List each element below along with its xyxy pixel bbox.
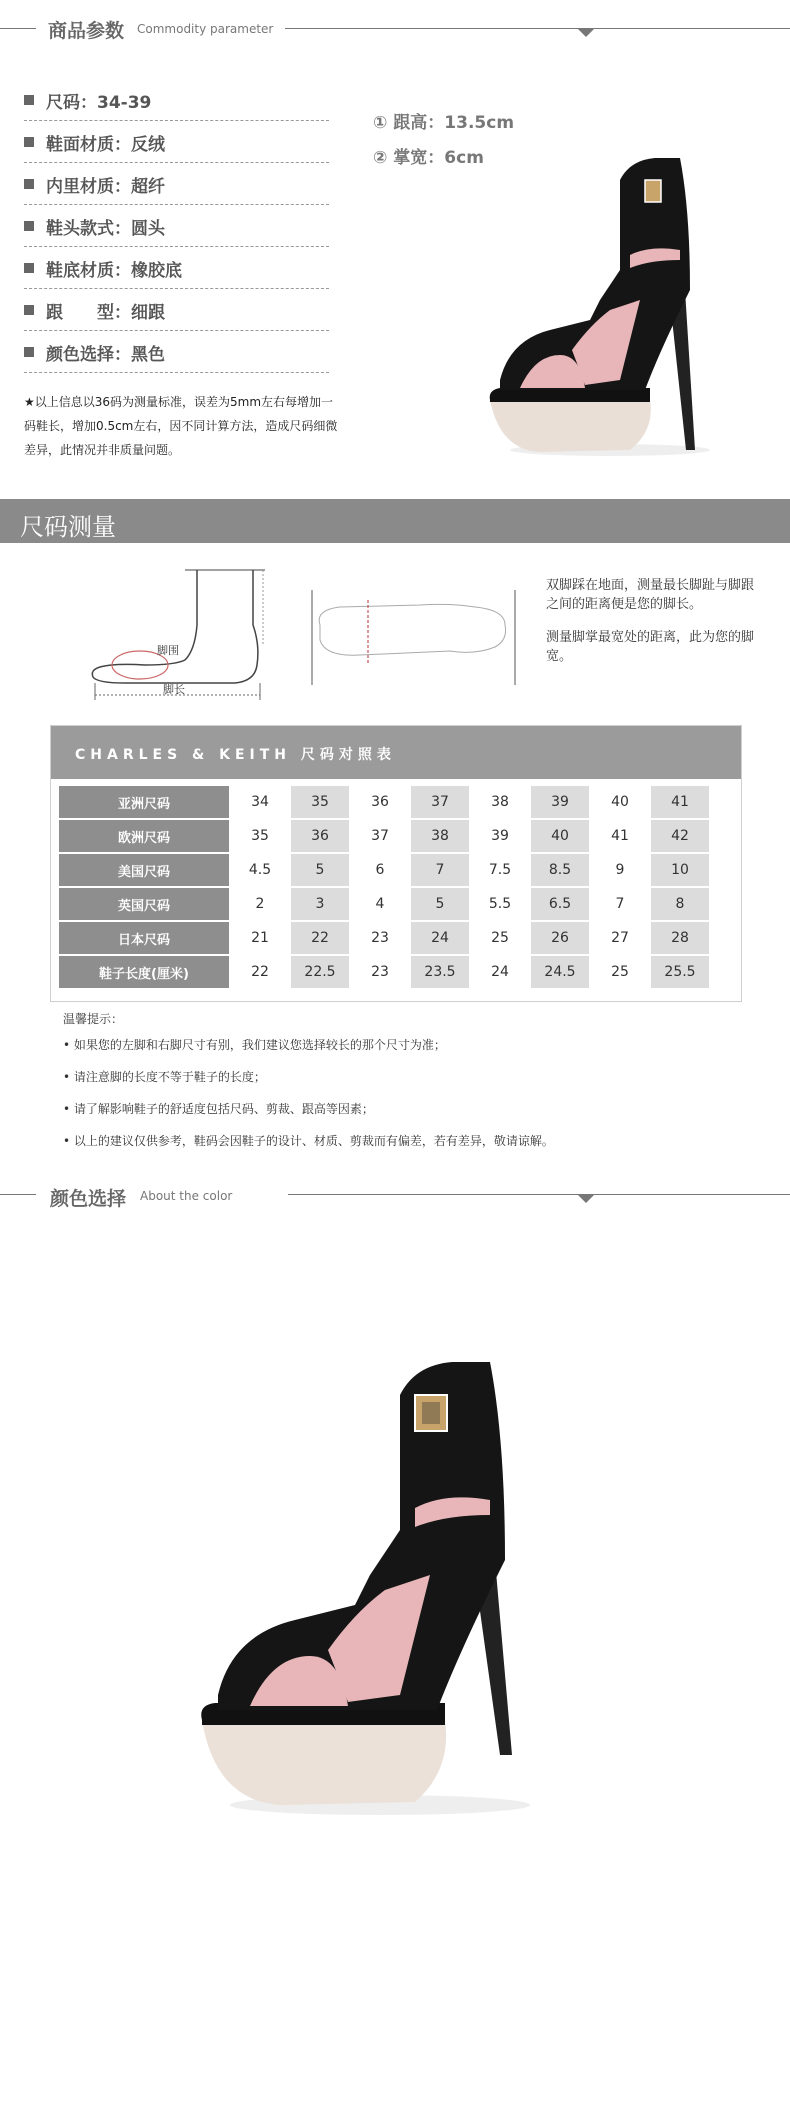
size-chart-title: CHARLES & KEITH 尺码对照表 xyxy=(75,747,396,763)
tip-item: • 以上的建议仅供参考，鞋码会因鞋子的设计、材质、剪裁而有偏差，若有差异，敬请谅解。 xyxy=(63,1134,554,1148)
table-cell: 40 xyxy=(591,786,649,818)
table-cell: 24 xyxy=(411,922,469,954)
table-row xyxy=(59,956,709,988)
table-cell: 3 xyxy=(291,888,349,920)
table-cell: 22 xyxy=(231,956,289,988)
table-cell: 35 xyxy=(231,820,289,852)
spec-text: 内里材质：超纤 xyxy=(46,177,165,197)
spec-text: 尺码：34-39 xyxy=(46,93,152,113)
bullet-square-icon xyxy=(24,137,34,147)
tip-item: • 请注意脚的长度不等于鞋子的长度； xyxy=(63,1070,266,1084)
table-cell: 42 xyxy=(651,820,709,852)
table-cell: 4 xyxy=(351,888,409,920)
table-cell: 35 xyxy=(291,786,349,818)
row-label: 美国尺码 xyxy=(59,854,229,886)
row-label: 日本尺码 xyxy=(59,922,229,954)
table-cell: 8 xyxy=(651,888,709,920)
bullet-square-icon xyxy=(24,95,34,105)
table-cell: 9 xyxy=(591,854,649,886)
sole-width: ② 掌宽：6cm xyxy=(373,148,484,168)
table-cell: 24 xyxy=(471,956,529,988)
spec-item xyxy=(24,246,329,289)
spec-text: 颜色选择：黑色 xyxy=(46,345,165,365)
table-cell: 22 xyxy=(291,922,349,954)
table-cell: 21 xyxy=(231,922,289,954)
spec-item xyxy=(24,120,329,163)
table-cell: 28 xyxy=(651,922,709,954)
size-measure-band xyxy=(0,499,790,543)
foot-width-instruction: 测量脚掌最宽处的距离，此为您的脚宽。 xyxy=(546,630,755,664)
spec-text: 跟 型：细跟 xyxy=(46,303,165,323)
table-cell: 23.5 xyxy=(411,956,469,988)
table-cell: 6 xyxy=(351,854,409,886)
tip-item: • 如果您的左脚和右脚尺寸有别，我们建议您选择较长的那个尺寸为准； xyxy=(63,1038,446,1052)
table-cell: 5.5 xyxy=(471,888,529,920)
row-label: 欧洲尺码 xyxy=(59,820,229,852)
table-cell: 27 xyxy=(591,922,649,954)
section-subtitle: About the color xyxy=(140,1189,233,1203)
foot-side-diagram xyxy=(85,565,275,705)
bullet-square-icon xyxy=(24,347,34,357)
table-cell: 5 xyxy=(411,888,469,920)
table-cell: 37 xyxy=(351,820,409,852)
tip-item: • 请了解影响鞋子的舒适度包括尺码、剪裁、跟高等因素； xyxy=(63,1102,374,1116)
size-chart xyxy=(50,725,742,1002)
section-header-color xyxy=(0,1176,790,1216)
foot-top-diagram xyxy=(300,585,530,690)
table-cell: 23 xyxy=(351,922,409,954)
row-label: 英国尺码 xyxy=(59,888,229,920)
tips-title: 温馨提示： xyxy=(63,1012,124,1026)
bullet-square-icon xyxy=(24,263,34,273)
spec-item xyxy=(24,78,329,121)
section-title: 商品参数 xyxy=(48,20,125,42)
bullet-square-icon xyxy=(24,305,34,315)
shoe-image-large xyxy=(190,1350,550,1820)
table-cell: 34 xyxy=(231,786,289,818)
foot-length-label: 脚长 xyxy=(163,683,185,696)
table-cell: 38 xyxy=(411,820,469,852)
table-cell: 25 xyxy=(591,956,649,988)
table-cell: 39 xyxy=(471,820,529,852)
table-cell: 8.5 xyxy=(531,854,589,886)
table-row xyxy=(59,854,709,886)
table-cell: 37 xyxy=(411,786,469,818)
bullet-square-icon xyxy=(24,221,34,231)
row-label: 鞋子长度(厘米) xyxy=(59,956,229,988)
table-row xyxy=(59,922,709,954)
measurement-note: ★以上信息以36码为测量标准，误差为5mm左右每增加一码鞋长，增加0.5cm左右，因不同计算方法，造成尺码细微差异，此情况并非质量问题。 xyxy=(24,395,338,457)
table-cell: 41 xyxy=(651,786,709,818)
size-chart-header xyxy=(51,726,741,779)
spec-item xyxy=(24,330,329,373)
table-cell: 41 xyxy=(591,820,649,852)
table-cell: 36 xyxy=(351,786,409,818)
bullet-square-icon xyxy=(24,179,34,189)
table-cell: 39 xyxy=(531,786,589,818)
table-cell: 23 xyxy=(351,956,409,988)
shoe-image xyxy=(480,150,720,460)
size-table xyxy=(57,784,711,990)
section-title: 颜色选择 xyxy=(50,1188,127,1210)
table-row xyxy=(59,888,709,920)
table-cell: 25 xyxy=(471,922,529,954)
table-cell: 6.5 xyxy=(531,888,589,920)
heel-height: ① 跟高：13.5cm xyxy=(373,113,515,133)
spec-item xyxy=(24,162,329,205)
table-row xyxy=(59,786,709,818)
table-cell: 24.5 xyxy=(531,956,589,988)
table-cell: 22.5 xyxy=(291,956,349,988)
spec-text: 鞋头款式：圆头 xyxy=(46,219,165,239)
table-cell: 7 xyxy=(411,854,469,886)
spec-item xyxy=(24,204,329,247)
foot-length-instruction: 双脚踩在地面，测量最长脚趾与脚跟之间的距离便是您的脚长。 xyxy=(546,578,755,612)
table-cell: 40 xyxy=(531,820,589,852)
band-title: 尺码测量 xyxy=(20,513,116,541)
table-cell: 38 xyxy=(471,786,529,818)
section-header-params xyxy=(0,8,790,48)
table-row xyxy=(59,820,709,852)
spec-text: 鞋面材质：反绒 xyxy=(46,135,165,155)
table-cell: 5 xyxy=(291,854,349,886)
section-subtitle: Commodity parameter xyxy=(137,22,274,36)
table-cell: 7 xyxy=(591,888,649,920)
table-cell: 36 xyxy=(291,820,349,852)
row-label: 亚洲尺码 xyxy=(59,786,229,818)
table-cell: 2 xyxy=(231,888,289,920)
foot-girth-label: 脚围 xyxy=(157,644,179,657)
table-cell: 25.5 xyxy=(651,956,709,988)
table-cell: 10 xyxy=(651,854,709,886)
table-cell: 7.5 xyxy=(471,854,529,886)
spec-text: 鞋底材质：橡胶底 xyxy=(46,261,182,281)
table-cell: 4.5 xyxy=(231,854,289,886)
spec-item xyxy=(24,288,329,331)
table-cell: 26 xyxy=(531,922,589,954)
